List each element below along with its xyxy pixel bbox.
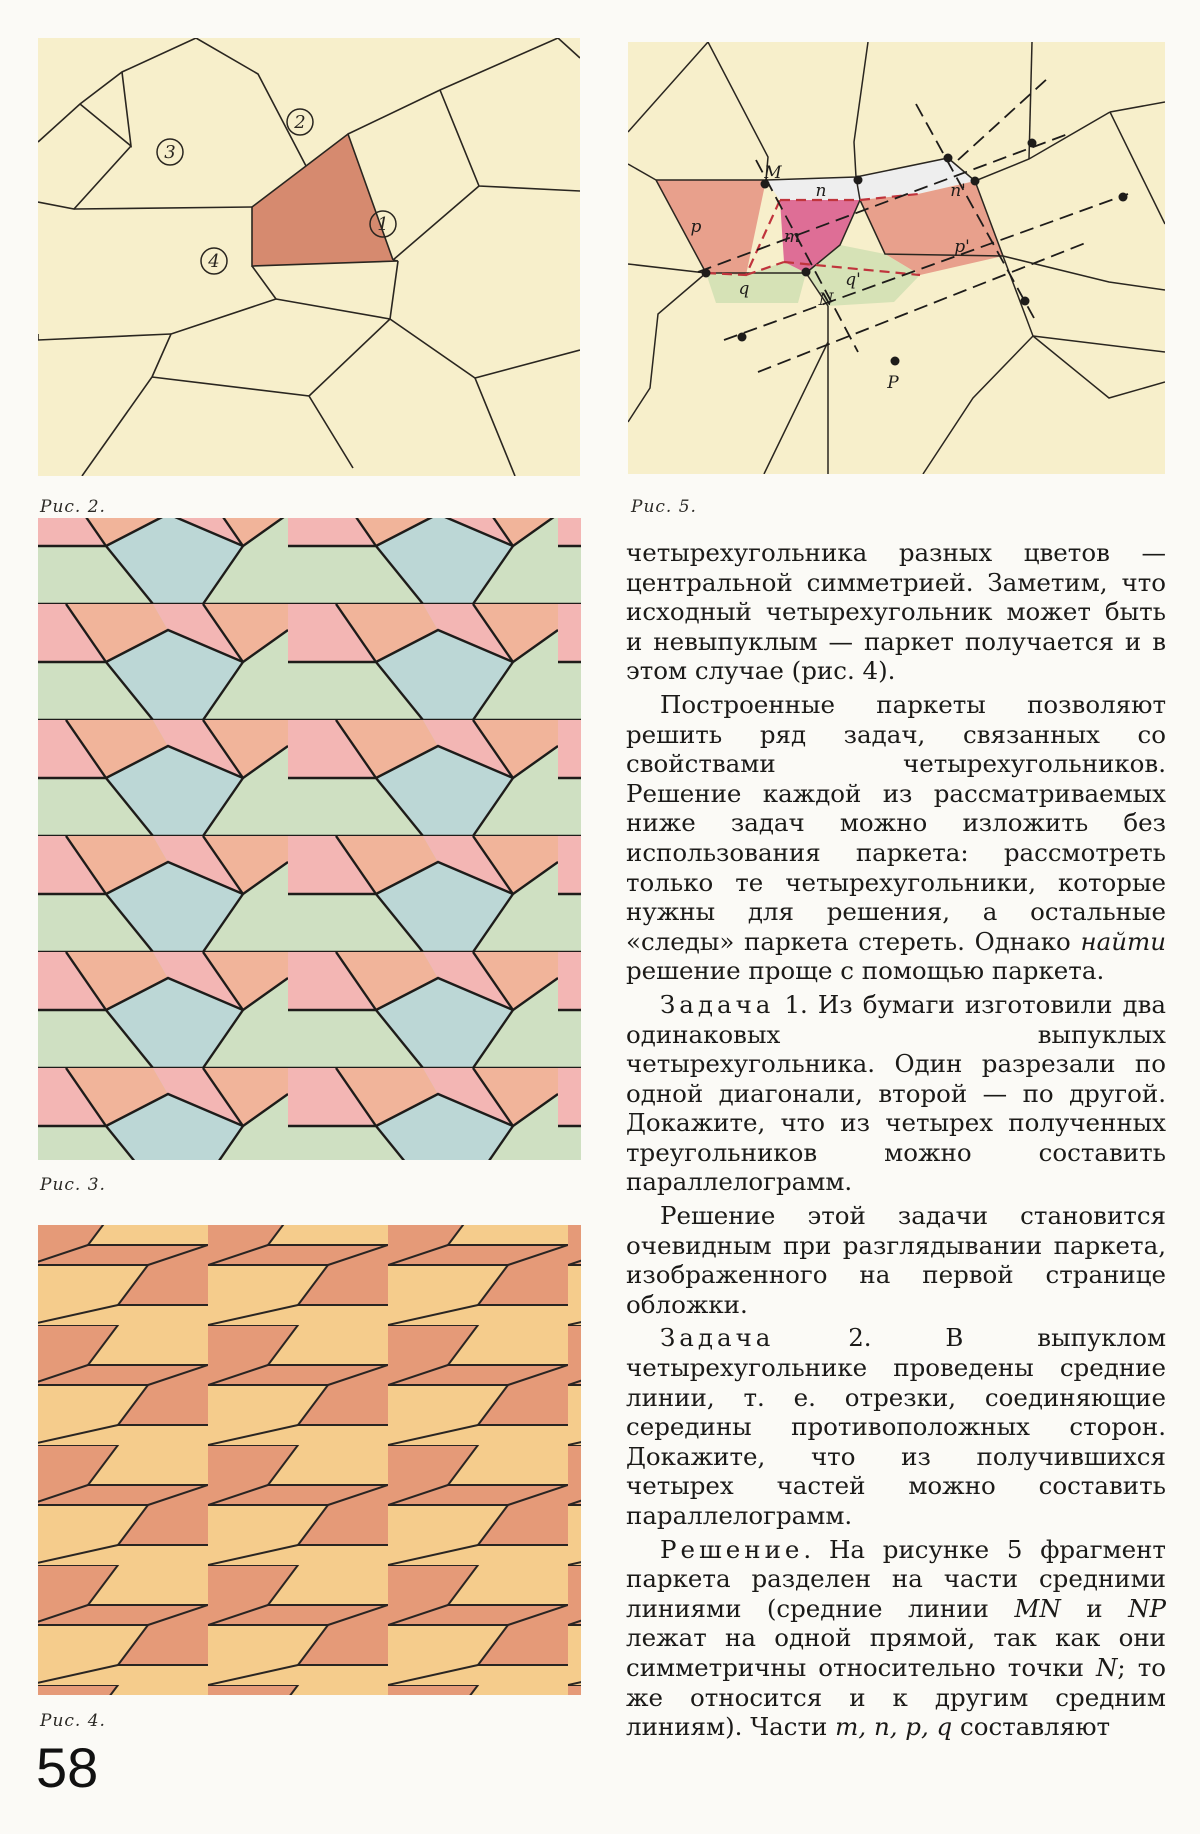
fig3-tiling [38,518,581,1160]
solution-label: Решение [660,1534,804,1564]
figure-4-caption: Рис. 4. [40,1711,106,1731]
fig2-label-1: 1 [377,214,389,235]
solution: Решение. На рисунке 5 фрагмент паркета разделен на части средними линиями (средние линии MN и NP лежат на одной прямой, так как они симметричны относительно точки N; то же относится и к другим средним линиям). Части m, n, p, q составляют [626,1534,1166,1742]
fig5-label-q: q [738,279,750,299]
page-number: 58 [36,1736,99,1799]
figure-5-caption: Рис. 5. [631,497,697,517]
task-1-label: Задача [660,989,775,1019]
figure-3-caption: Рис. 3. [40,1175,106,1195]
fig5-label-p-prime: p' [954,237,970,257]
figure-2-caption: Рис. 2. [40,497,106,517]
fig5-label-M: M [764,163,782,183]
fig5-label-m: m [783,227,801,247]
fig4-tiling [38,1225,581,1695]
fig2-label-4: 4 [208,251,220,272]
fig2-label-3: 3 [164,142,176,163]
fig5-label-N: N [818,290,834,310]
body-text [626,538,1166,1742]
paragraph-2: Построенные паркеты позволяют решить ряд задач, связанных со свойствами четырехугольников. Решение каждой из рассматриваемых ниже задач можно изложить без использования паркета: рассмотреть только те четырехугольники, которые нужны для решения, а остальные «следы» паркета стереть. Однако найти решение проще с помощью паркета. [626,689,1166,986]
fig5-label-n-prime: n' [950,181,966,201]
task-1: Задача 1. Из бумаги изготовили два одинаковых выпуклых четырехугольника. Один разрезали по одной диагонали, второй — по другой. Докажите, что из четырех полученных треугольников можно составить параллелограмм. [626,989,1166,1197]
paragraph-1: четырехугольника разных цветов — центральной симметрией. Заметим, что исходный четырехугольник может быть и невыпуклым — паркет получается и в этом случае (рис. 4). [626,538,1166,686]
fig5-label-P: P [887,373,899,393]
fig5-label-n: n [815,181,827,201]
task-2-label: Задача [660,1323,775,1353]
fig5-label-q-prime: q' [845,270,861,290]
figure-4-nonconvex-parquet [38,1225,581,1695]
figure-5-midlines [628,42,1165,474]
task-2: Задача 2. В выпуклом четырехугольнике проведены средние линии, т. е. отрезки, соединяющие середины противоположных сторон. Докажите, что из получившихся четырех частей можно составить параллелограмм. [626,1323,1166,1530]
fig2-label-2: 2 [294,112,306,133]
paragraph-4: Решение этой задачи становится очевидным при разглядывании паркета, изображенного на первой странице обложки. [626,1201,1166,1319]
figure-3-parquet [38,518,581,1160]
fig5-label-p: p [690,217,702,237]
figure-2-parquet-cells [38,38,580,476]
